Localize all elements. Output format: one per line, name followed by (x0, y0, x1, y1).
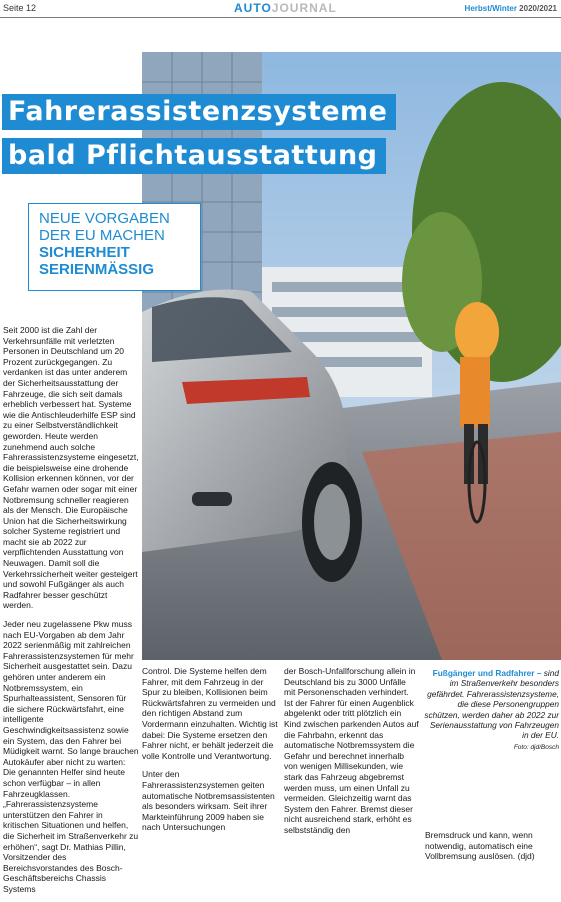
issue-label: Herbst/Winter 2020/2021 (464, 4, 557, 13)
headline-line-2: bald Pflichtausstattung (2, 138, 386, 174)
headline-line-1: Fahrerassistenzsysteme (2, 94, 396, 130)
photo-credit: Foto: djd/Bosch (513, 743, 559, 751)
kicker-line: NEUE VORGABEN (39, 210, 170, 227)
photo-caption (422, 668, 559, 753)
paragraph: Jeder neu zugelassene Pkw muss nach EU-Vorgaben ab dem Jahr 2022 serienmäßig mit zahlreichen Fahrerassistenzsystemen für mehr Sicherheit ausgestattet sein. Dazu gehören unter anderem ein Notbremssystem, ein Spurhalteassistent, Sensoren für die sichere Rückwärtsfahrt, eine intelligente Geschwindigkeitsassistenz sowie ein System, das den Fahrer bei Müdigkeit warnt. So lange brauchen Autokäufer aber nicht zu warten: Die genannten Helfer sind heute schon verfügbar – in allen Fahrzeugklassen. „Fahrerassistenzsysteme unterstützen den Fahrer in kritischen Situationen und helfen, die Sicherheit im Straßenverkehr zu erhöhen“, sagt Dr. Mathias Pillin, Vorsitzender des Bereichsvorstandes des Bosch-Geschäftsbereichs Chassis Systems (3, 619, 139, 894)
kicker-line: DER EU MACHEN (39, 227, 165, 244)
caption-text: sind im Straßenverkehr besonders gefährdet. Fahrerassistenzsysteme, die diese Personengruppen schützen, werden daher ab 2022 zur Serienausstattung von Fahrzeugen in der EU. (424, 668, 559, 741)
kicker-box (28, 203, 201, 291)
paragraph: Control. Die Systeme helfen dem Fahrer, mit dem Fahrzeug in der Spur zu bleiben, Kollisionen beim Rückwärtsfahren zu vermeiden und den richtigen Abstand zum Vordermann einzuhalten. Wichtig ist dabei: Die Systeme ersetzen den Fahrer nicht, er behält jederzeit die volle Kontrolle und Verantwortung. (142, 666, 278, 761)
body-column-1 (3, 325, 140, 902)
body-column-4 (425, 830, 561, 870)
magazine-logo: AUTOJOURNAL (234, 1, 337, 15)
paragraph: Unter den Fahrerassistenzsystemen geiten automatische Notbremsassistenten als besonders wirksam. Seit ihrer Markteinführung 2009 haben sie nach Untersuchungen (142, 769, 275, 833)
page-header (0, 0, 561, 18)
kicker-line: SICHERHEIT (39, 244, 130, 261)
page-number: Seite 12 (3, 3, 37, 13)
paragraph: Seit 2000 ist die Zahl der Verkehrsunfälle mit verletzten Personen in Deutschland um 20 Prozent zurückgegangen. Zu verdanken ist das unter anderem der Sicherheitsausstattung der Fahrzeuge, die sich seit damals erheblich verbessert hat. Systeme wie die Antischleuderhilfe ESP sind zu einer Selbstverständlichkeit geworden. Heute werden zunehmend auch solche Fahrerassistenzsysteme eingesetzt, die beispielsweise eine drohende Kollision erkennen können, vor der Gefahr warnen oder sogar mit einer Notbremsung schneller reagieren als der Mensch. Die Europäische Union hat die Sicherheitswirkung solcher Systeme registriert und macht sie ab 2022 zur verpflichtenden Ausstattung von Neuwagen. Damit soll die Verkehrssicherheit weiter gesteigert und sowohl Fußgänger als auch Radfahrer besser geschützt werden. (3, 325, 139, 611)
kicker-line: SERIENMÄSSIG (39, 261, 155, 278)
caption-heading: Fußgänger und Radfahrer – (432, 668, 542, 678)
body-column-2 (142, 666, 278, 841)
body-column-3 (284, 666, 419, 844)
paragraph: Bremsdruck und kann, wenn notwendig, automatisch eine Vollbremsung auslösen. (djd) (425, 830, 535, 862)
paragraph: der Bosch-Unfallforschung allein in Deutschland bis zu 3000 Unfälle mit Personenschaden verhindert. Ist der Fahrer für einen Augenblick abgelenkt oder tritt plötzlich ein Kind zwischen parkenden Autos auf die Fahrbahn, erkennt das automatische Notbremssystem die Gefahr und berechnet innerhalb von wenigen Millisekunden, wie stark das Fahrzeug abgebremst werden muss, um einen Unfall zu vermeiden. Gleichzeitig warnt das System den Fahrer. Bremst dieser nicht ausreichend stark, erhöht es selbstständig den (284, 666, 419, 835)
